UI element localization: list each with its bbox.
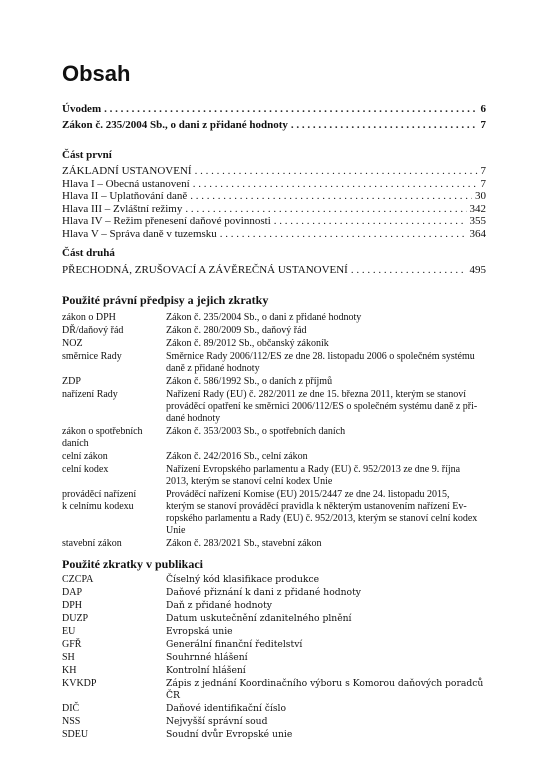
legal-abbreviation-line: prováděcí nařízení — [62, 488, 137, 500]
abbreviation-code: SH — [62, 651, 75, 663]
abbreviation-meaning: Souhrnné hlášení — [166, 651, 248, 663]
abbreviation-row — [62, 652, 486, 664]
legal-abbreviation — [62, 312, 166, 324]
abbreviation-meaning-cell — [166, 600, 486, 612]
page — [62, 60, 486, 742]
legal-abbreviation — [62, 376, 166, 388]
legal-abbreviation — [62, 351, 166, 375]
legal-section-heading: Použité právní předpisy a jejich zkratky — [62, 292, 269, 307]
abbreviation-code-cell — [62, 678, 166, 702]
abbreviation-code-cell — [62, 639, 166, 651]
legal-description-line: kterým se stanoví prováděcí pravidla k některým ustanovením nařízení Ev- — [166, 500, 467, 512]
legal-description — [166, 389, 486, 425]
toc-entry-label: Úvodem — [62, 103, 102, 115]
abbreviation-code: SDEU — [62, 728, 89, 740]
toc-leader — [291, 119, 478, 132]
legal-abbreviation — [62, 451, 166, 463]
abbreviation-meaning-cell — [166, 665, 486, 677]
legal-description — [166, 426, 486, 450]
toc-entry[interactable] — [62, 190, 486, 203]
abbreviation-code: KVKDP — [62, 677, 97, 689]
legal-description-line: daně z přidané hodnoty — [166, 362, 260, 374]
toc-entry-label: Hlava IV – Režim přenesení daňové povinnosti — [62, 215, 271, 227]
abbreviation-code-cell — [62, 716, 166, 728]
abbreviation-meaning-cell — [166, 574, 486, 586]
abbreviation-row — [62, 729, 486, 741]
abbreviation-meaning: Soudní dvůr Evropské unie — [166, 728, 293, 740]
abbreviation-code-cell — [62, 652, 166, 664]
legal-description-line: ropského parlamentu a Rady (EU) č. 952/2013, kterým se stanoví celní kodex — [166, 512, 478, 524]
legal-table-row — [62, 538, 486, 550]
abbreviation-code-cell — [62, 600, 166, 612]
legal-abbreviation-line: nařízení Rady — [62, 388, 118, 400]
abbreviation-meaning: Daňové přiznání k dani z přidané hodnoty — [166, 586, 361, 598]
toc-entry-label: PŘECHODNÁ, ZRUŠOVACÍ A ZÁVĚREČNÁ USTANOVENÍ — [62, 264, 348, 276]
legal-abbreviation-line: NOZ — [62, 337, 83, 349]
abbreviation-code: DAP — [62, 586, 83, 598]
legal-abbreviation-line: celní zákon — [62, 450, 108, 462]
legal-abbreviation — [62, 538, 166, 550]
part1-list — [62, 165, 486, 240]
abbreviation-meaning-cell — [166, 587, 486, 599]
toc-entry-page: 342 — [469, 202, 486, 215]
legal-table-row — [62, 338, 486, 350]
legal-abbreviation — [62, 489, 166, 537]
legal-table — [62, 312, 486, 550]
legal-table-row — [62, 489, 486, 537]
legal-description — [166, 312, 486, 324]
toc-entry-page: 364 — [469, 227, 486, 240]
legal-description — [166, 338, 486, 350]
legal-abbreviation-line: ZDP — [62, 375, 81, 387]
legal-abbreviation — [62, 389, 166, 425]
legal-description — [166, 351, 486, 375]
legal-abbreviation-line: směrnice Rady — [62, 350, 122, 362]
legal-description-line: Nařízení Evropského parlamentu a Rady (EU) č. 952/2013 ze dne 9. října — [166, 463, 461, 475]
legal-description-line: Směrnice Rady 2006/112/ES ze dne 28. listopadu 2006 o společném systému — [166, 350, 475, 362]
toc-entry[interactable] — [62, 103, 486, 116]
legal-abbreviation — [62, 338, 166, 350]
abbreviation-code: DIČ — [62, 702, 80, 714]
legal-description-line: Prováděcí nařízení Komise (EU) 2015/2447 ze dne 24. listopadu 2015, — [166, 488, 450, 500]
abbreviation-meaning-cell — [166, 626, 486, 638]
legal-description — [166, 325, 486, 337]
abbreviation-code-cell — [62, 613, 166, 625]
legal-abbreviation-line: DŘ/daňový řád — [62, 324, 124, 336]
toc-entry[interactable] — [62, 203, 486, 216]
abbreviation-meaning: Generální finanční ředitelství — [166, 638, 303, 650]
part-title: Část druhá — [62, 247, 115, 259]
abbreviation-meaning: Nejvyšší správní soud — [166, 715, 268, 727]
toc-entry-page: 495 — [469, 264, 486, 276]
toc-entry-label: Hlava III – Zvláštní režimy — [62, 202, 183, 215]
abbreviation-code: GFŘ — [62, 638, 82, 650]
abbreviation-row — [62, 639, 486, 651]
legal-table-row — [62, 312, 486, 324]
legal-description-line: dané hodnoty — [166, 412, 221, 424]
toc-entry-label: ZÁKLADNÍ USTANOVENÍ — [62, 165, 192, 177]
abbreviation-code-cell — [62, 703, 166, 715]
toc-leader — [220, 228, 467, 241]
abbreviation-row — [62, 716, 486, 728]
toc-entry-label: Zákon č. 235/2004 Sb., o dani z přidané hodnoty — [62, 118, 288, 131]
toc-entry-page: 7 — [480, 177, 486, 190]
toc-leader — [274, 215, 467, 228]
legal-description-line: Nařízení Rady (EU) č. 282/2011 ze dne 15. března 2011, kterým se stanoví — [166, 388, 466, 400]
legal-description-line: Zákon č. 89/2012 Sb., občanský zákoník — [166, 337, 329, 349]
toc-entry-label: Hlava V – Správa daně v tuzemsku — [62, 227, 217, 240]
toc-entry[interactable] — [62, 215, 486, 228]
toc-entry-page: 30 — [475, 190, 486, 202]
abbreviation-row — [62, 665, 486, 677]
legal-description-line: 2013, kterým se stanoví celní kodex Unie — [166, 475, 333, 487]
toc-entry-label: Hlava I – Obecná ustanovení — [62, 177, 190, 190]
legal-description-line: Zákon č. 280/2009 Sb., daňový řád — [166, 324, 307, 336]
toc-entry[interactable] — [62, 119, 486, 132]
abbreviation-meaning: Evropská unie — [166, 625, 233, 637]
abbreviation-meaning-cell — [166, 613, 486, 625]
abbreviation-code: DPH — [62, 599, 83, 611]
abbreviation-meaning: Daň z přidané hodnoty — [166, 599, 272, 611]
legal-abbreviation-line: celní kodex — [62, 463, 109, 475]
abbreviation-row — [62, 587, 486, 599]
abbreviation-meaning: Zápis z jednání Koordinačního výboru s Komorou daňových poradců ČR — [166, 677, 484, 701]
legal-description — [166, 376, 486, 388]
legal-abbreviation-line: daních — [62, 437, 89, 449]
abbreviation-meaning-cell — [166, 716, 486, 728]
legal-table-row — [62, 351, 486, 375]
part-title: Část první — [62, 149, 112, 161]
legal-abbreviation-line: zákon o DPH — [62, 311, 116, 323]
toc-leader — [190, 190, 472, 203]
legal-description-line: Zákon č. 353/2003 Sb., o spotřebních daních — [166, 425, 346, 437]
legal-table-row — [62, 376, 486, 388]
abbreviation-meaning: Číselný kód klasifikace produkce — [166, 573, 320, 585]
legal-table-row — [62, 451, 486, 463]
legal-description-line: prováděcí opatření ke směrnici 2006/112/ES o společném systému daně z při- — [166, 400, 478, 412]
legal-table-row — [62, 389, 486, 425]
abbreviation-row — [62, 600, 486, 612]
toc-entry-label: Hlava II – Uplatňování daně — [62, 190, 188, 202]
legal-abbreviation — [62, 325, 166, 337]
abbreviation-row — [62, 613, 486, 625]
abbreviation-row — [62, 703, 486, 715]
abbreviation-code-cell — [62, 729, 166, 741]
abbreviation-meaning-cell — [166, 639, 486, 651]
toc-leader — [104, 103, 477, 116]
abbreviation-code: DUZP — [62, 612, 89, 624]
legal-description-line: Zákon č. 235/2004 Sb., o dani z přidané hodnoty — [166, 311, 362, 323]
abbreviations-table — [62, 574, 486, 741]
legal-abbreviation — [62, 464, 166, 488]
legal-table-row — [62, 325, 486, 337]
abbreviation-meaning: Kontrolní hlášení — [166, 664, 246, 676]
legal-description-line: Unie — [166, 524, 186, 536]
abbreviation-meaning-cell — [166, 678, 486, 702]
toc-entry[interactable] — [62, 165, 486, 178]
abbreviation-code-cell — [62, 626, 166, 638]
toc-entry-page: 7 — [480, 118, 486, 131]
abbreviation-meaning: Datum uskutečnění zdanitelného plnění — [166, 612, 352, 624]
toc-entry[interactable] — [62, 264, 486, 277]
toc-entry[interactable] — [62, 228, 486, 241]
toc-leader — [185, 203, 466, 216]
toc-leader — [193, 178, 478, 191]
legal-description — [166, 538, 486, 550]
legal-description-line: Zákon č. 586/1992 Sb., o daních z příjmů — [166, 375, 333, 387]
abbreviation-code: NSS — [62, 715, 81, 727]
toc-entry-page: 7 — [480, 165, 486, 177]
abbreviation-code: KH — [62, 664, 77, 676]
legal-description-line: Zákon č. 283/2021 Sb., stavební zákon — [166, 537, 322, 549]
legal-description — [166, 451, 486, 463]
abbreviation-meaning-cell — [166, 652, 486, 664]
abbreviation-code: EU — [62, 625, 76, 637]
legal-description — [166, 489, 486, 537]
abbreviation-meaning: Daňové identifikační číslo — [166, 702, 287, 714]
legal-abbreviation-line: stavební zákon — [62, 537, 122, 549]
abbreviation-row — [62, 626, 486, 638]
toc-entry-page: 6 — [480, 103, 486, 115]
abbreviation-meaning-cell — [166, 703, 486, 715]
legal-table-row — [62, 464, 486, 488]
toc-entry[interactable] — [62, 178, 486, 191]
abbreviation-row — [62, 574, 486, 586]
legal-description — [166, 464, 486, 488]
legal-abbreviation-line: k celnímu kodexu — [62, 500, 134, 512]
abbreviations-section-heading: Použité zkratky v publikaci — [62, 556, 204, 571]
toc-leader — [351, 264, 467, 277]
legal-abbreviation-line: zákon o spotřebních — [62, 425, 143, 437]
toc-entry-page: 355 — [469, 215, 486, 227]
legal-abbreviation — [62, 426, 166, 450]
abbreviation-code: CZCPA — [62, 573, 94, 585]
abbreviation-code-cell — [62, 665, 166, 677]
abbreviation-code-cell — [62, 587, 166, 599]
legal-description-line: Zákon č. 242/2016 Sb., celní zákon — [166, 450, 308, 462]
page-title: Obsah — [62, 61, 131, 86]
abbreviation-row — [62, 678, 486, 702]
abbreviation-meaning-cell — [166, 729, 486, 741]
abbreviation-code-cell — [62, 574, 166, 586]
toc-leader — [195, 165, 478, 178]
legal-table-row — [62, 426, 486, 450]
